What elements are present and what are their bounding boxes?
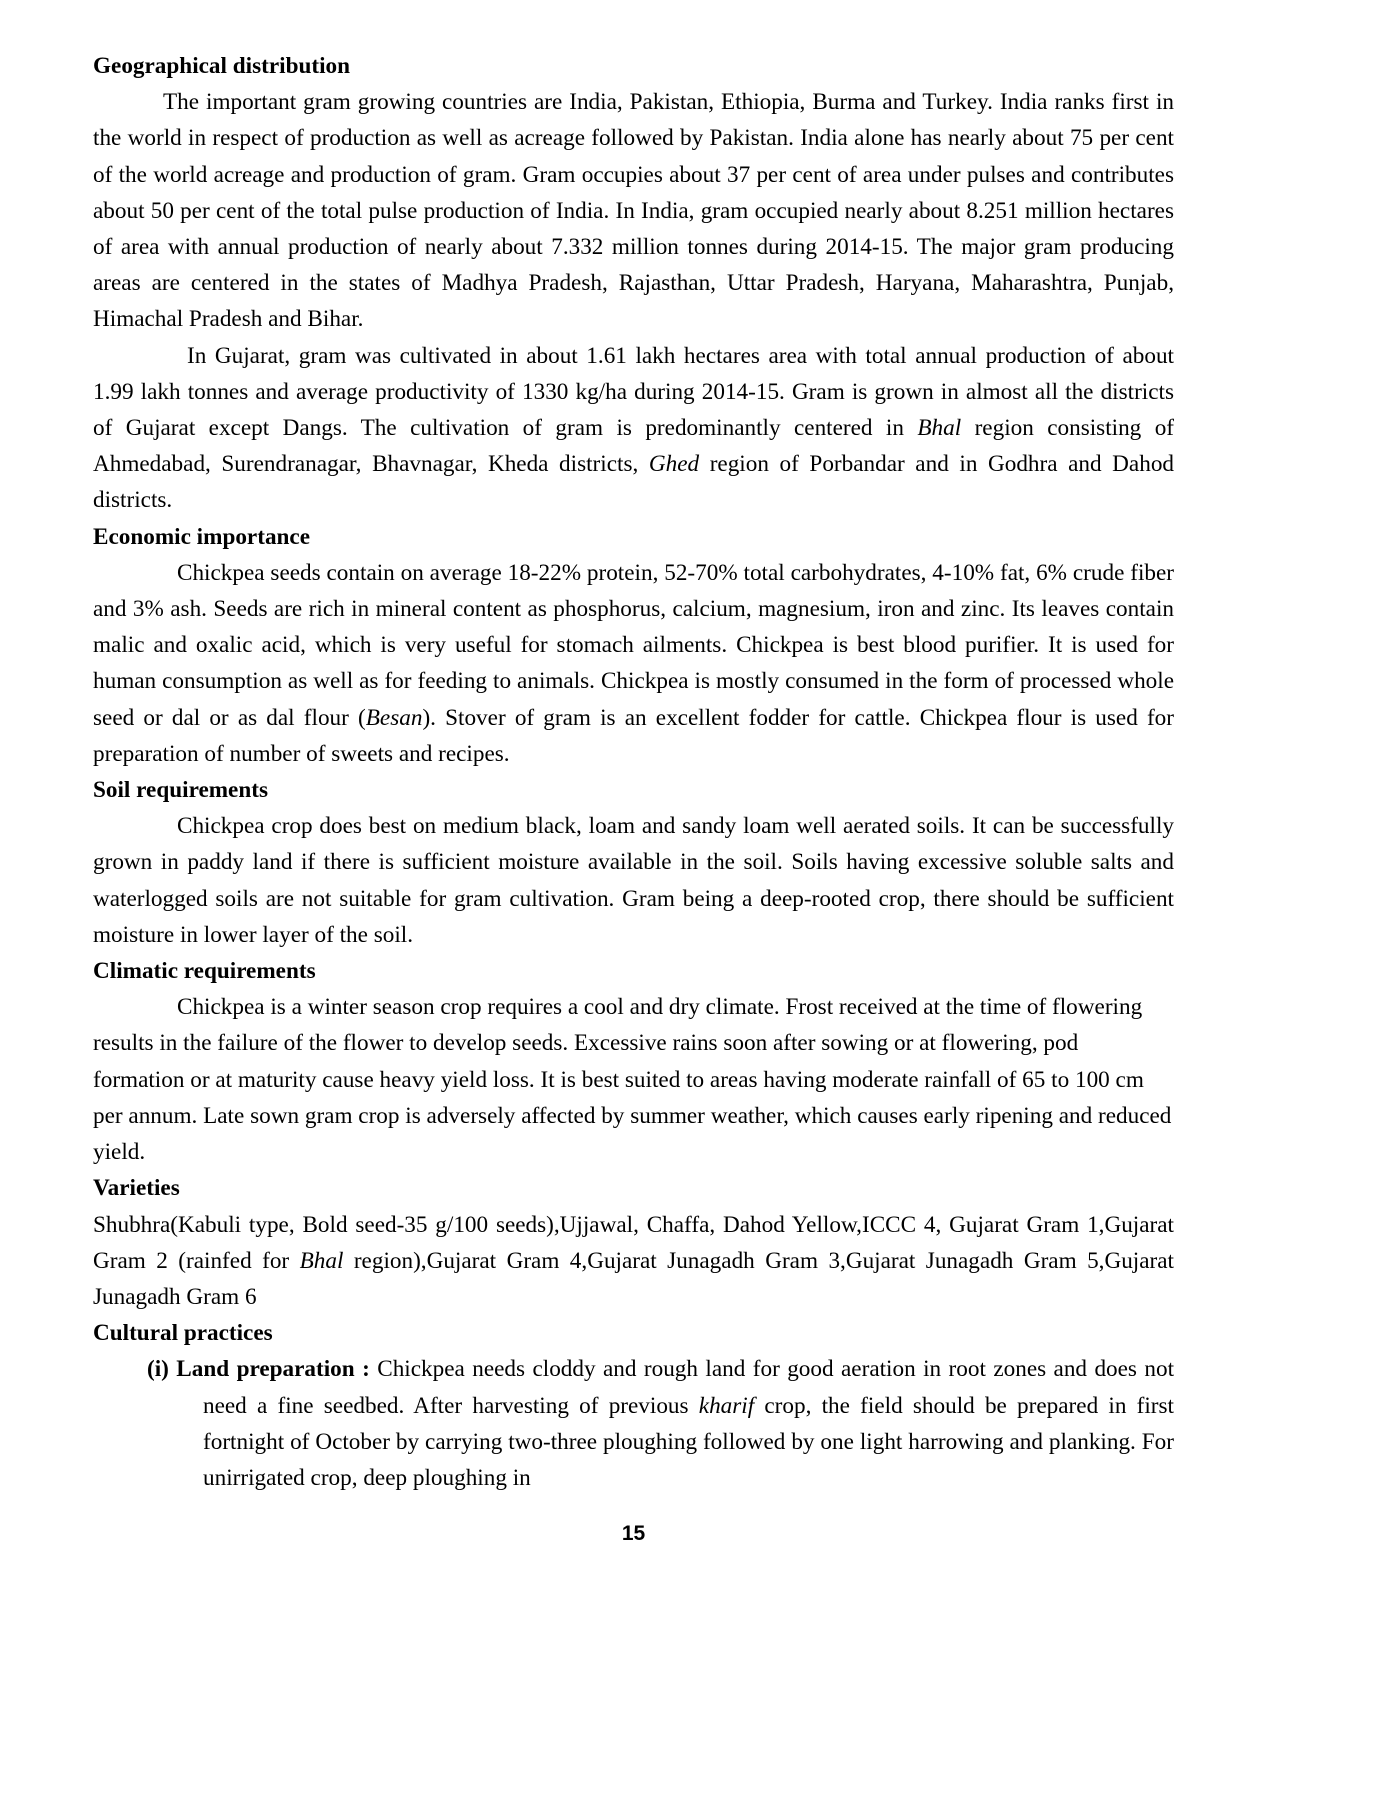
section-soil-requirements	[93, 772, 1174, 953]
paragraph-soil-requirements: Chickpea crop does best on medium black, loam and sandy loam well aerated soils. It can be successfully grown in paddy land if there is sufficient moisture available in the soil. Soils having excessive soluble salts and waterlogged soils are not suitable for gram cultivation. Gram being a deep-rooted crop, there should be sufficient moisture in lower layer of the soil.	[93, 813, 1174, 948]
section-varieties	[93, 1170, 1174, 1315]
paragraph-geographical-1: The important gram growing countries are India, Pakistan, Ethiopia, Burma and Turkey. India ranks first in the world in respect of production as well as acreage followed by Pakistan. India alone has nearly about 75 per cent of the world acreage and production of gram. Gram occupies about 37 per cent of area under pulses and contributes about 50 per cent of the total pulse production of India. In India, gram occupied nearly about 8.251 million hectares of area with annual production of nearly about 7.332 million tonnes during 2014-15. The major gram producing areas are centered in the states of Madhya Pradesh, Rajasthan, Uttar Pradesh, Haryana, Maharashtra, Punjab, Himachal Pradesh and Bihar.	[93, 89, 1174, 333]
heading-climatic-requirements: Climatic requirements	[93, 958, 316, 985]
paragraph-varieties: Shubhra(Kabuli type, Bold seed-35 g/100 seeds),Ujjawal, Chaffa, Dahod Yellow,ICCC 4, Gujarat Gram 1,Gujarat Gram 2 (rainfed for Bhal region),Gujarat Gram 4,Gujarat Junagadh Gram 3,Gujarat Junagadh Gram 5,Gujarat Junagadh Gram 6	[93, 1211, 1174, 1310]
heading-economic-importance: Economic importance	[93, 523, 311, 550]
paragraph-economic-importance: Chickpea seeds contain on average 18-22% protein, 52-70% total carbohydrates, 4-10% fat, 6% crude fiber and 3% ash. Seeds are rich in mineral content as phosphorus, calcium, magnesium, iron and zinc. Its leaves contain malic and oxalic acid, which is very useful for stomach ailments. Chickpea is best blood purifier. It is used for human consumption as well as for feeding to animals. Chickpea is mostly consumed in the form of processed whole seed or dal or as dal flour (Besan). Stover of gram is an excellent fodder for cattle. Chickpea flour is used for preparation of number of sweets and recipes.	[93, 559, 1174, 767]
list-item-land-preparation: (i) Land preparation : Chickpea needs cloddy and rough land for good aeration in root zones and does not need a fine seedbed. After harvesting of previous kharif crop, the field should be prepared in first fortnight of October by carrying two-three ploughing followed by one light harrowing and planking. For unirrigated crop, deep ploughing in	[147, 1356, 1175, 1491]
paragraph-geographical-2: In Gujarat, gram was cultivated in about 1.61 lakh hectares area with total annual production of about 1.99 lakh tonnes and average productivity of 1330 kg/ha during 2014-15. Gram is grown in almost all the districts of Gujarat except Dangs. The cultivation of gram is predominantly centered in Bhal region consisting of Ahmedabad, Surendranagar, Bhavnagar, Kheda districts, Ghed region of Porbandar and in Godhra and Dahod districts.	[93, 342, 1175, 514]
section-economic-importance	[93, 519, 1174, 772]
page-number: 15	[621, 1522, 646, 1546]
section-cultural-practices	[93, 1315, 1174, 1496]
section-geographical-distribution	[93, 48, 1174, 519]
heading-geographical-distribution: Geographical distribution	[93, 53, 351, 79]
paragraph-climatic-requirements: Chickpea is a winter season crop requires a cool and dry climate. Frost received at the time of flowering results in the failure of the flower to develop seeds. Excessive rains soon after sowing or at flowering, pod formation or at maturity cause heavy yield loss. It is best suited to areas having moderate rainfall of 65 to 100 cm per annum. Late sown gram crop is adversely affected by summer weather, which causes early ripening and reduced yield.	[93, 994, 1172, 1166]
heading-varieties: Varieties	[93, 1175, 180, 1202]
heading-cultural-practices: Cultural practices	[93, 1320, 273, 1347]
section-climatic-requirements	[93, 953, 1174, 1170]
heading-soil-requirements: Soil requirements	[93, 777, 268, 804]
